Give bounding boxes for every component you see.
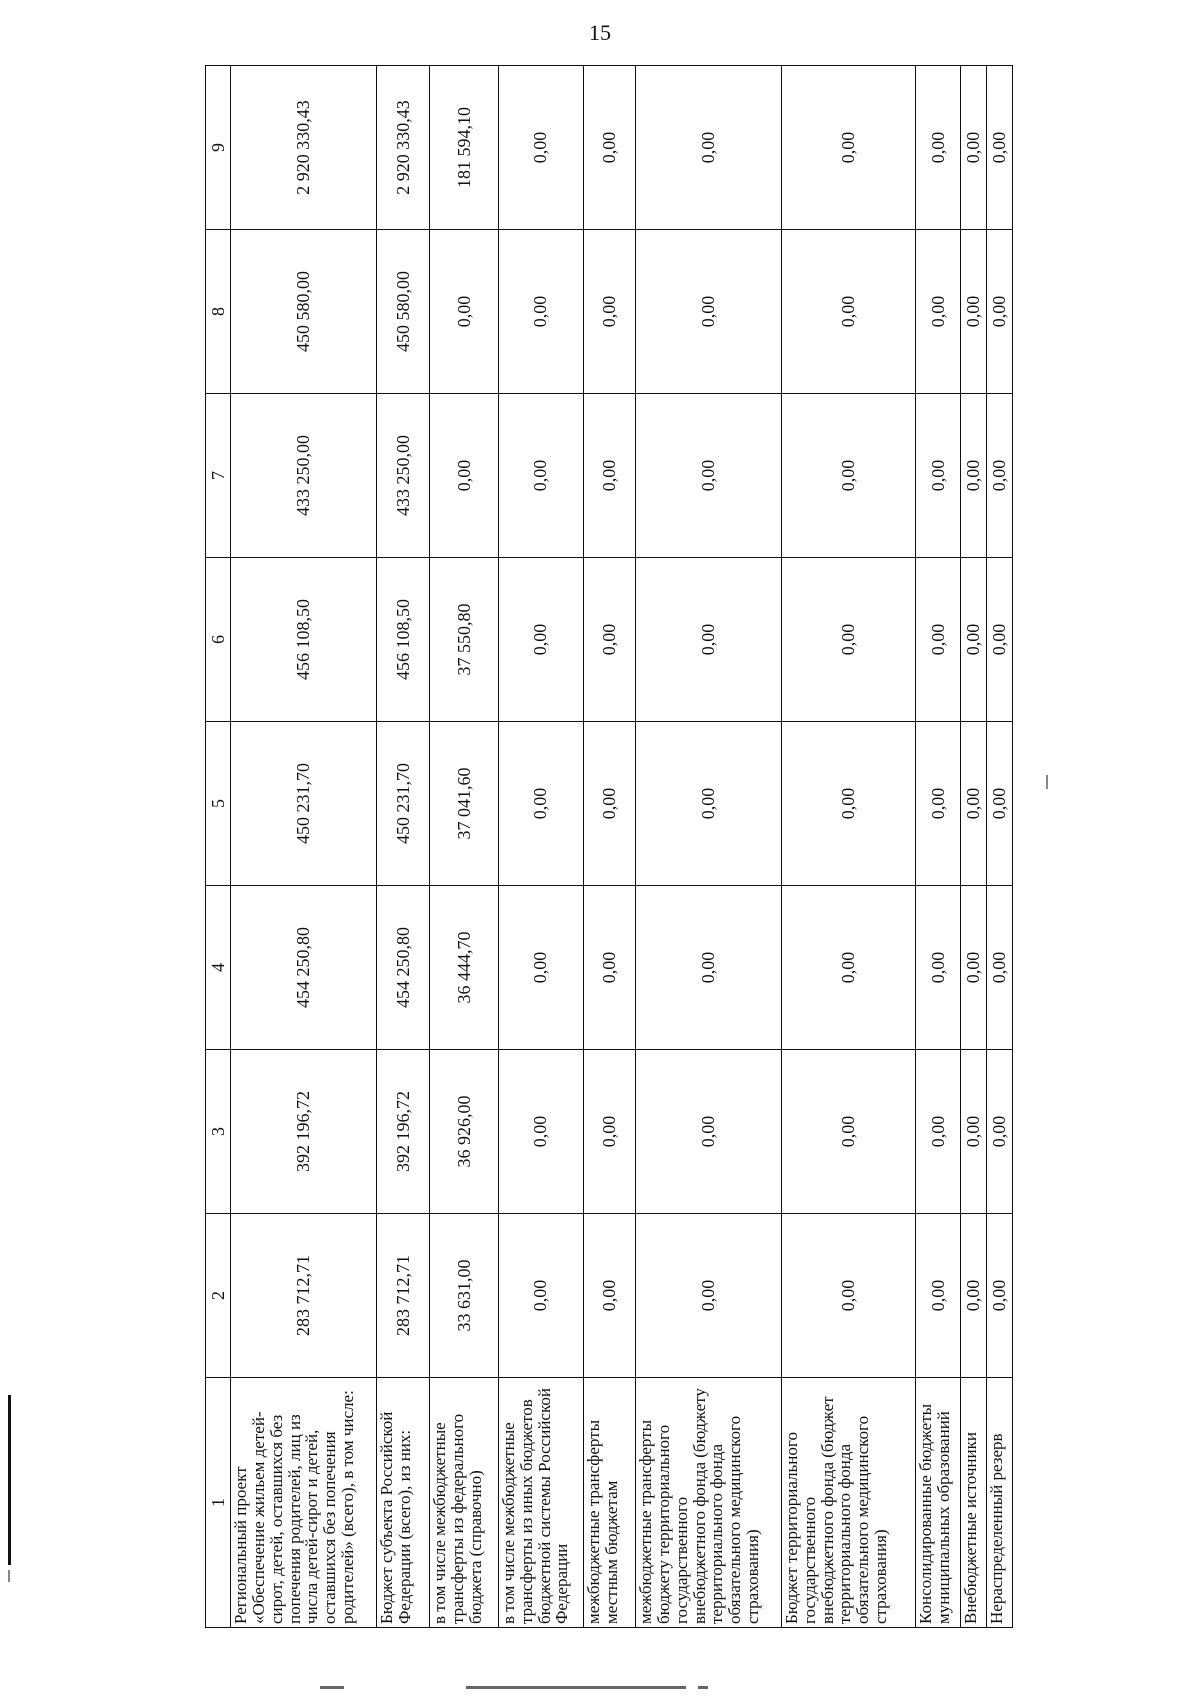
scan-bottom-mark [320, 1686, 344, 1689]
table-cell: 0,00 [583, 1214, 635, 1378]
scan-margin-mark [8, 1570, 10, 1582]
table-cell: 33 631,00 [430, 1214, 498, 1378]
table-cell: 450 580,00 [376, 230, 430, 394]
table-cell: 0,00 [781, 1050, 916, 1214]
scan-speck [1046, 775, 1048, 789]
table-cell: 0,00 [430, 394, 498, 558]
column-header: 2 [206, 1214, 231, 1378]
row-label: Нераспределенный резерв [986, 1378, 1012, 1628]
table-row [430, 66, 498, 1628]
table-cell: 0,00 [986, 558, 1012, 722]
table-row [498, 66, 583, 1628]
table-cell: 0,00 [498, 722, 583, 886]
table-cell: 0,00 [583, 558, 635, 722]
table-cell: 0,00 [781, 66, 916, 230]
table-cell: 450 231,70 [231, 722, 377, 886]
table-cell: 0,00 [636, 558, 782, 722]
table-cell: 454 250,80 [376, 886, 430, 1050]
rotated-table-container [205, 66, 1013, 1628]
table-cell: 0,00 [986, 230, 1012, 394]
table-cell: 0,00 [986, 1214, 1012, 1378]
table-row [376, 66, 430, 1628]
table-cell: 392 196,72 [231, 1050, 377, 1214]
page-number: 15 [589, 20, 611, 45]
table-cell: 433 250,00 [231, 394, 377, 558]
row-label: межбюджетные трансферты местным бюджетам [583, 1378, 635, 1628]
table-cell: 0,00 [916, 1050, 960, 1214]
table-cell: 0,00 [916, 722, 960, 886]
table-cell: 0,00 [430, 230, 498, 394]
table-row [916, 66, 960, 1628]
table-cell: 450 231,70 [376, 722, 430, 886]
table-cell: 283 712,71 [376, 1214, 430, 1378]
column-header: 8 [206, 230, 231, 394]
table-cell: 0,00 [498, 66, 583, 230]
table-cell: 0,00 [498, 558, 583, 722]
table-cell: 433 250,00 [376, 394, 430, 558]
table-cell: 0,00 [960, 558, 986, 722]
table-header-row [206, 66, 231, 1628]
table-cell: 36 926,00 [430, 1050, 498, 1214]
row-label: Консолидированные бюджеты муниципальных образований [916, 1378, 960, 1628]
table-cell: 0,00 [916, 230, 960, 394]
table-cell: 0,00 [916, 1214, 960, 1378]
table-cell: 0,00 [986, 394, 1012, 558]
table-cell: 36 444,70 [430, 886, 498, 1050]
row-label: в том числе межбюджетные трансферты из иных бюджетов бюджетной системы Российской Федерации [498, 1378, 583, 1628]
scan-margin-mark [8, 1395, 11, 1565]
table-cell: 0,00 [498, 886, 583, 1050]
table-cell: 0,00 [636, 1214, 782, 1378]
table-cell: 0,00 [960, 230, 986, 394]
table-cell: 283 712,71 [231, 1214, 377, 1378]
table-cell: 0,00 [781, 886, 916, 1050]
table-cell: 37 041,60 [430, 722, 498, 886]
table-cell: 0,00 [636, 66, 782, 230]
table-cell: 0,00 [781, 1214, 916, 1378]
table-cell: 0,00 [916, 558, 960, 722]
row-label: Бюджет территориального государственного внебюджетного фонда (бюджет территориального фонда обязательного медицинского страхования) [781, 1378, 916, 1628]
table-cell: 0,00 [583, 886, 635, 1050]
table-row [960, 66, 986, 1628]
budget-table [205, 65, 1013, 1628]
table-cell: 0,00 [636, 1050, 782, 1214]
table-cell: 0,00 [960, 1214, 986, 1378]
table-cell: 0,00 [636, 394, 782, 558]
row-label: Внебюджетные источники [960, 1378, 986, 1628]
column-header: 1 [206, 1378, 231, 1628]
table-cell: 0,00 [498, 1050, 583, 1214]
scan-bottom-mark [466, 1686, 686, 1689]
table-row [231, 66, 377, 1628]
table-cell: 0,00 [636, 886, 782, 1050]
table-cell: 0,00 [986, 722, 1012, 886]
column-header: 7 [206, 394, 231, 558]
table-cell: 0,00 [498, 230, 583, 394]
row-label: Региональный проект «Обеспечение жильем детей-сирот, детей, оставшихся без попечения родителей, лиц из числа детей-сирот и детей, оставшихся без попечения родителей» (всего), в том числе: [231, 1378, 377, 1628]
table-cell: 0,00 [916, 886, 960, 1050]
column-header: 4 [206, 886, 231, 1050]
table-cell: 0,00 [986, 66, 1012, 230]
table-cell: 0,00 [498, 1214, 583, 1378]
table-cell: 456 108,50 [231, 558, 377, 722]
table-row [781, 66, 916, 1628]
table-cell: 0,00 [986, 1050, 1012, 1214]
table-row [583, 66, 635, 1628]
table-cell: 37 550,80 [430, 558, 498, 722]
table-cell: 0,00 [636, 722, 782, 886]
table-cell: 0,00 [960, 722, 986, 886]
table-cell: 0,00 [960, 886, 986, 1050]
table-cell: 0,00 [960, 394, 986, 558]
table-cell: 0,00 [583, 66, 635, 230]
scan-bottom-mark [698, 1686, 708, 1689]
table-body [231, 66, 1013, 1628]
table-cell: 0,00 [583, 230, 635, 394]
table-cell: 2 920 330,43 [376, 66, 430, 230]
column-header: 6 [206, 558, 231, 722]
table-cell: 392 196,72 [376, 1050, 430, 1214]
table-cell: 0,00 [583, 722, 635, 886]
row-label: межбюджетные трансферты бюджету территориального государственного внебюджетного фонда (бюджету территориального фонда обязательного медицинского страхования) [636, 1378, 782, 1628]
column-header: 9 [206, 66, 231, 230]
table-cell: 0,00 [986, 886, 1012, 1050]
table-cell: 0,00 [781, 230, 916, 394]
row-label: в том числе межбюджетные трансферты из федерального бюджета (справочно) [430, 1378, 498, 1628]
table-cell: 456 108,50 [376, 558, 430, 722]
table-cell: 0,00 [960, 66, 986, 230]
table-cell: 0,00 [916, 394, 960, 558]
table-cell: 450 580,00 [231, 230, 377, 394]
rotated-table [205, 66, 1013, 1628]
table-row [636, 66, 782, 1628]
column-header: 3 [206, 1050, 231, 1214]
table-cell: 0,00 [781, 394, 916, 558]
table-cell: 2 920 330,43 [231, 66, 377, 230]
table-cell: 0,00 [916, 66, 960, 230]
table-cell: 0,00 [636, 230, 782, 394]
table-row [986, 66, 1012, 1628]
column-header: 5 [206, 722, 231, 886]
table-cell: 0,00 [960, 1050, 986, 1214]
row-label: Бюджет субъекта Российской Федерации (всего), из них: [376, 1378, 430, 1628]
table-cell: 181 594,10 [430, 66, 498, 230]
table-cell: 0,00 [781, 558, 916, 722]
table-cell: 0,00 [583, 1050, 635, 1214]
table-cell: 0,00 [498, 394, 583, 558]
table-cell: 0,00 [583, 394, 635, 558]
table-cell: 454 250,80 [231, 886, 377, 1050]
table-cell: 0,00 [781, 722, 916, 886]
